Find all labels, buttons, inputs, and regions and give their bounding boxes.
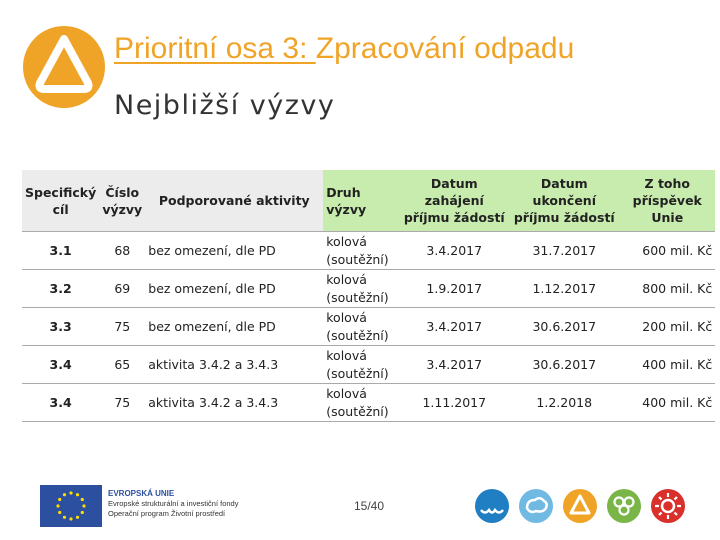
title-axis-label: Prioritní osa 3: bbox=[114, 32, 316, 65]
cell-activities: aktivita 3.4.2 a 3.4.3 bbox=[145, 384, 323, 422]
cell-start-date: 1.9.2017 bbox=[399, 270, 509, 308]
eu-name: EVROPSKÁ UNIE bbox=[108, 489, 175, 498]
header-end-date: Datum ukončení příjmu žádostí bbox=[509, 170, 619, 232]
cell-start-date: 3.4.2017 bbox=[399, 346, 509, 384]
cell-call-type: kolová (soutěžní) bbox=[323, 308, 399, 346]
table-row bbox=[22, 346, 715, 384]
cell-eu-contribution: 400 mil. Kč bbox=[619, 384, 715, 422]
eu-flag-icon bbox=[40, 485, 102, 527]
cell-call-number: 75 bbox=[99, 384, 145, 422]
table-row bbox=[22, 270, 715, 308]
cell-end-date: 30.6.2017 bbox=[509, 308, 619, 346]
cell-specific-goal: 3.2 bbox=[22, 270, 99, 308]
cell-eu-contribution: 800 mil. Kč bbox=[619, 270, 715, 308]
waste-axis-icon bbox=[562, 488, 598, 524]
cell-end-date: 31.7.2017 bbox=[509, 232, 619, 270]
cell-call-number: 68 bbox=[99, 232, 145, 270]
page-title bbox=[114, 32, 574, 66]
cell-call-type: kolová (soutěžní) bbox=[323, 270, 399, 308]
cell-call-type: kolová (soutěžní) bbox=[323, 346, 399, 384]
op-line: Operační program Životní prostředí bbox=[108, 509, 226, 518]
page-number: 15/40 bbox=[354, 499, 385, 513]
cell-start-date: 3.4.2017 bbox=[399, 232, 509, 270]
cell-eu-contribution: 400 mil. Kč bbox=[619, 346, 715, 384]
page-subtitle: Nejbližší výzvy bbox=[114, 90, 336, 121]
table-row bbox=[22, 232, 715, 270]
cell-eu-contribution: 600 mil. Kč bbox=[619, 232, 715, 270]
cell-specific-goal: 3.4 bbox=[22, 346, 99, 384]
header-activities: Podporované aktivity bbox=[145, 170, 323, 232]
header-eu-contribution: Z toho příspěvek Unie bbox=[619, 170, 715, 232]
cell-start-date: 3.4.2017 bbox=[399, 308, 509, 346]
cell-end-date: 30.6.2017 bbox=[509, 346, 619, 384]
water-axis-icon bbox=[474, 488, 510, 524]
cell-specific-goal: 3.1 bbox=[22, 232, 99, 270]
cell-activities: bez omezení, dle PD bbox=[145, 270, 323, 308]
cell-call-number: 69 bbox=[99, 270, 145, 308]
cell-activities: bez omezení, dle PD bbox=[145, 232, 323, 270]
cell-start-date: 1.11.2017 bbox=[399, 384, 509, 422]
table-row bbox=[22, 308, 715, 346]
cell-activities: bez omezení, dle PD bbox=[145, 308, 323, 346]
header-start-date: Datum zahájení příjmu žádostí bbox=[399, 170, 509, 232]
header-call-number: Číslo výzvy bbox=[99, 170, 145, 232]
cell-eu-contribution: 200 mil. Kč bbox=[619, 308, 715, 346]
energy-axis-icon bbox=[650, 488, 686, 524]
cell-specific-goal: 3.3 bbox=[22, 308, 99, 346]
eu-funding-text bbox=[108, 489, 238, 519]
cell-activities: aktivita 3.4.2 a 3.4.3 bbox=[145, 346, 323, 384]
table-row bbox=[22, 384, 715, 422]
header-specific-goal: Specifický cíl bbox=[22, 170, 99, 232]
cell-call-type: kolová (soutěžní) bbox=[323, 384, 399, 422]
cell-call-number: 75 bbox=[99, 308, 145, 346]
header-call-type: Druh výzvy bbox=[323, 170, 399, 232]
nature-axis-icon bbox=[606, 488, 642, 524]
cell-end-date: 1.2.2018 bbox=[509, 384, 619, 422]
calls-table bbox=[22, 170, 715, 422]
air-axis-icon bbox=[518, 488, 554, 524]
title-axis-name: Zpracování odpadu bbox=[315, 32, 575, 65]
eu-funds-line: Evropské strukturální a investiční fondy bbox=[108, 499, 239, 508]
cell-call-type: kolová (soutěžní) bbox=[323, 232, 399, 270]
priority-axis-logo bbox=[22, 25, 106, 109]
cell-specific-goal: 3.4 bbox=[22, 384, 99, 422]
cell-end-date: 1.12.2017 bbox=[509, 270, 619, 308]
cell-call-number: 65 bbox=[99, 346, 145, 384]
table-header-row bbox=[22, 170, 715, 232]
